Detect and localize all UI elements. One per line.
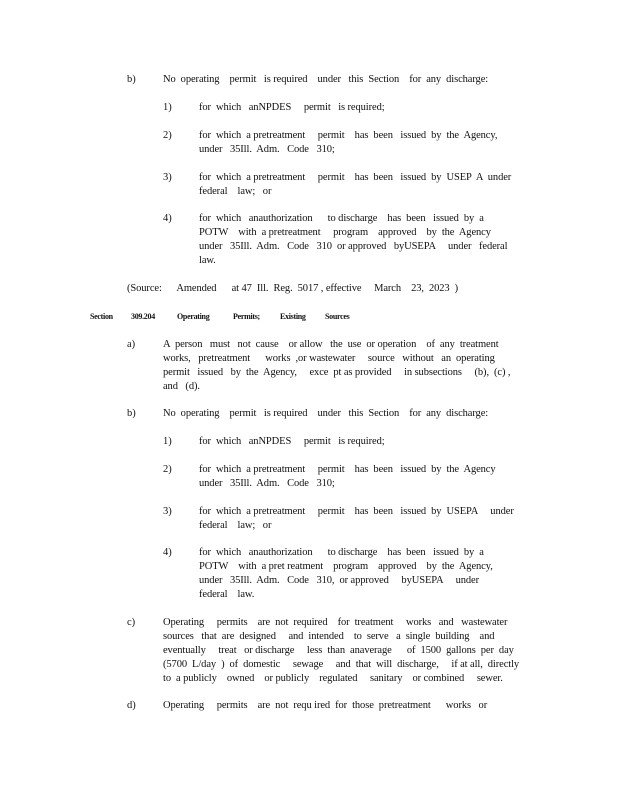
item-1-line: for which anNPDES permit is required; — [199, 436, 385, 447]
subsection-a-line: permit issued by the Agency, exce pt as provided in subsections (b), (c) , — [163, 367, 511, 378]
item-2-line: for which a pretreatment permit has been issued by the Agency — [199, 464, 496, 475]
section-number: 309.204 — [131, 312, 155, 321]
subsection-d-text: Operating permits are not requ ired for those pretreatment works or — [163, 700, 488, 711]
subsection-a-line: A person must not cause or allow the use or operation of any treatment — [163, 339, 499, 350]
subsection-c-line: (5700 L/day ) of domestic sewage and that will discharge, if at all, directly — [163, 659, 520, 670]
item-3-label: 3) — [163, 172, 172, 183]
item-4-line: federal law. — [199, 589, 255, 600]
subsection-b-text: No operating permit is required under this Section for any discharge: — [163, 408, 489, 419]
subsection-c-line: eventually treat or discharge less than anaverage of 1500 gallons per day — [163, 645, 514, 656]
item-3-line: federal law; or — [199, 186, 272, 197]
subsection-a-line: and (d). — [163, 381, 200, 392]
item-3-label: 3) — [163, 506, 172, 517]
item-1-line: for which anNPDES permit is required; — [199, 102, 385, 113]
item-2-label: 2) — [163, 130, 172, 141]
item-3-line: federal law; or — [199, 520, 272, 531]
item-4-label: 4) — [163, 213, 172, 224]
subsection-c-line: Operating permits are not required for treatment works and wastewater — [163, 617, 508, 628]
item-2-label: 2) — [163, 464, 172, 475]
item-3-line: for which a pretreatment permit has been issued by USEP A under — [199, 172, 512, 183]
item-2-line: for which a pretreatment permit has been issued by the Agency, — [199, 130, 498, 141]
item-4-line: POTW with a pret reatment program approved by the Agency, — [199, 561, 493, 572]
section-title-word: Existing — [280, 312, 306, 321]
subsection-d-label: d) — [127, 700, 136, 711]
subsection-b-label: b) — [127, 74, 136, 85]
item-3-line: for which a pretreatment permit has been issued by USEPA under — [199, 506, 514, 517]
item-2-line: under 35Ill. Adm. Code 310; — [199, 478, 335, 489]
subsection-b-label: b) — [127, 408, 136, 419]
subsection-a-label: a) — [127, 339, 136, 350]
item-1-label: 1) — [163, 436, 172, 447]
item-4-line: for which anauthorization to discharge has been issued by a — [199, 547, 484, 558]
item-4-line: under 35Ill. Adm. Code 310, or approved byUSEPA under — [199, 575, 479, 586]
section-title-word: Permits; — [233, 312, 260, 321]
item-4-line: under 35Ill. Adm. Code 310 or approved byUSEPA under federal — [199, 241, 508, 252]
item-4-line: law. — [199, 255, 216, 266]
subsection-a-line: works, pretreatment works ,or wastewater source without an operating — [163, 353, 495, 364]
item-4-line: for which anauthorization to discharge has been issued by a — [199, 213, 484, 224]
subsection-c-label: c) — [127, 617, 136, 628]
source-note: (Source: Amended at 47 Ill. Reg. 5017 , effective March 23, 2023 ) — [127, 283, 459, 294]
item-4-label: 4) — [163, 547, 172, 558]
subsection-b-text: No operating permit is required under this Section for any discharge: — [163, 74, 489, 85]
item-1-label: 1) — [163, 102, 172, 113]
item-2-line: under 35Ill. Adm. Code 310; — [199, 144, 335, 155]
subsection-c-line: sources that are designed and intended to serve a single building and — [163, 631, 495, 642]
subsection-c-line: to a publicly owned or publicly regulated sanitary or combined sewer. — [163, 673, 503, 684]
section-word: Section — [90, 312, 113, 321]
section-title-word: Operating — [177, 312, 210, 321]
section-title-word: Sources — [325, 312, 350, 321]
item-4-line: POTW with a pretreatment program approved by the Agency — [199, 227, 491, 238]
